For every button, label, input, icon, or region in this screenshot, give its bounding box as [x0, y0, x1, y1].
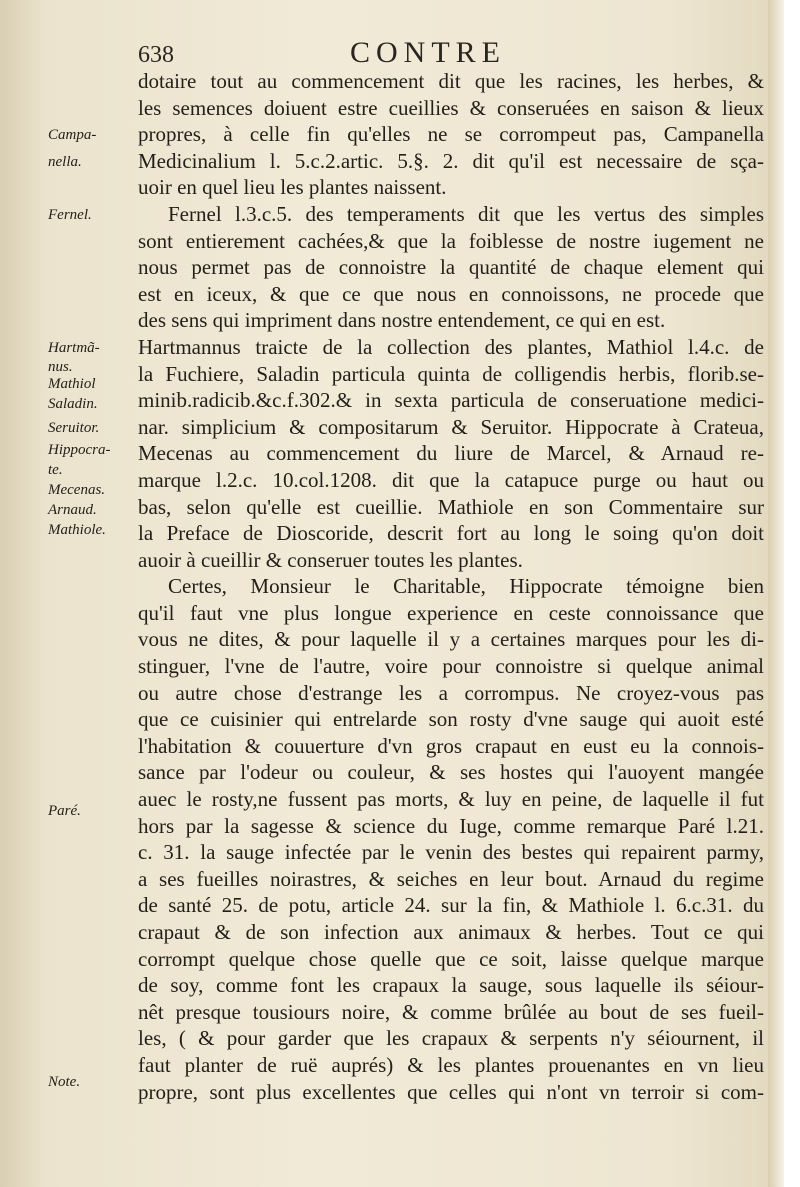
text-line: auoir à cueillir & conseruer toutes les plantes. — [138, 547, 523, 572]
margin-note: Hartmã- — [48, 340, 100, 356]
text-line: les semences doiuent estre cueillies & conseruées en saison & lieux — [138, 95, 764, 120]
margin-note: Fernel. — [48, 207, 92, 223]
text-line: marque l.2.c. 10.col.1208. dit que la catapuce purge ou haut ou — [138, 467, 764, 492]
page-edge — [768, 0, 784, 1187]
text-line: sance par l'odeur ou couleur, & ses hostes qui l'auoyent mangée — [138, 760, 764, 785]
text-line: sont entierement cachées,& que la foiblesse de nostre iugement ne — [138, 228, 764, 253]
text-line: Mecenas au commencement du liure de Marcel, & Arnaud re- — [138, 441, 764, 466]
text-line: hors par la sagesse & science du Iuge, comme remarque Paré l.21. — [138, 813, 764, 838]
margin-note: Seruitor. — [48, 419, 100, 436]
text-line: crapaut & de son infection aux animaux & herbes. Tout ce qui — [138, 920, 764, 944]
margin-note: Note. — [48, 1074, 81, 1091]
text-line: de soy, comme font les crapaux la sauge, sous laquelle ils séiour- — [138, 973, 764, 998]
text-line: que ce cuisinier qui entrelarde son rosty d'vne sauge qui auoit esté — [138, 707, 764, 732]
margin-note: Campa- — [48, 127, 97, 144]
body-text — [138, 68, 764, 1105]
text-line: vous ne dites, & pour laquelle il y a certaines marques pour les di- — [138, 627, 764, 652]
text-line: les, ( & pour garder que les crapaux & serpents n'y séiournent, il — [138, 1026, 764, 1051]
margin-note: Hippocra- — [48, 442, 111, 459]
margin-notes — [0, 0, 140, 1187]
text-line: la Fuchiere, Saladin particula quinta de colligendis herbis, florib.se- — [138, 361, 764, 386]
text-line: l'habitation & couuerture d'vn gros crapaut en eust eu la connois- — [138, 733, 764, 758]
text-line: Certes, Monsieur le Charitable, Hippocrate témoigne bien — [168, 574, 764, 599]
text-line: propres, à celle fin qu'elles ne se corrompeut pas, Campanella — [138, 122, 764, 147]
text-line: minib.radicib.&c.f.302.& in sexta particula de conseruatione medici- — [138, 388, 764, 413]
running-head: CONTRE — [350, 36, 506, 69]
text-line: nous permet pas de connoistre la quantité de chaque element qui — [138, 255, 764, 280]
margin-note: Arnaud. — [48, 502, 97, 519]
text-line: des sens qui impriment dans nostre entendement, ce qui en est. — [138, 308, 666, 333]
text-line: c. 31. la sauge infectée par le venin des bestes qui repairent parmy, — [138, 840, 764, 865]
text-line: Medicinalium l. 5.c.2.artic. 5.§. 2. dit qu'il est necessaire de sça- — [138, 148, 764, 173]
text-line: qu'il faut vne plus longue experience en ceste connoissance que — [138, 600, 764, 625]
text-line: bas, selon qu'elle est cueillie. Mathiole en son Commentaire sur — [138, 494, 764, 519]
margin-note: Paré. — [48, 802, 81, 819]
text-line: la Preface de Dioscoride, descrit fort au long le soing qu'on doit — [138, 521, 764, 546]
text-line: Hartmannus traicte de la collection des plantes, Mathiol l.4.c. de — [138, 334, 764, 359]
margin-note: Mecenas. — [48, 482, 106, 499]
margin-note: Saladin. — [48, 395, 98, 412]
margin-note: Mathiol — [48, 375, 96, 392]
page-number: 638 — [138, 42, 174, 68]
text-line: nêt presque tousiours noire, & comme brûlée au bout de ses fueil- — [138, 999, 764, 1024]
text-line: corrompt quelque chose quelle que ce soit, laisse quelque marque — [138, 946, 764, 971]
text-line: dotaire tout au commencement dit que les racines, les herbes, & — [138, 69, 764, 93]
text-line: de santé 25. de potu, article 24. sur la fin, & Mathiole l. 6.c.31. du — [138, 893, 764, 918]
text-line: auec le rosty,ne fussent pas morts, & luy en peine, de laquelle il fut — [138, 787, 764, 812]
margin-note: nus. — [48, 358, 73, 375]
text-line: uoir en quel lieu les plantes naissent. — [138, 175, 447, 200]
text-line: est en iceux, & que ce que nous en connoissons, ne procede que — [138, 281, 764, 306]
text-line: nar. simplicium & compositarum & Seruitor. Hippocrate à Crateua, — [138, 414, 764, 439]
text-line: propre, sont plus excellentes que celles qui n'ont vn terroir si com- — [138, 1079, 764, 1104]
margin-note: nella. — [48, 153, 82, 170]
text-line: stinguer, l'vne de l'autre, voire pour connoistre si quelque animal — [138, 654, 764, 679]
margin-note: Mathiole. — [48, 522, 106, 539]
margin-note: te. — [48, 462, 63, 479]
text-line: Fernel l.3.c.5. des temperaments dit que les vertus des simples — [168, 201, 764, 226]
text-line: faut planter de ruë auprés) & les plantes prouenantes en vn lieu — [138, 1052, 764, 1077]
text-line: a ses fueilles noirastres, & seiches en leur bout. Arnaud du regime — [138, 866, 764, 891]
text-line: ou autre chose d'estrange les a corrompus. Ne croyez-vous pas — [138, 680, 764, 705]
